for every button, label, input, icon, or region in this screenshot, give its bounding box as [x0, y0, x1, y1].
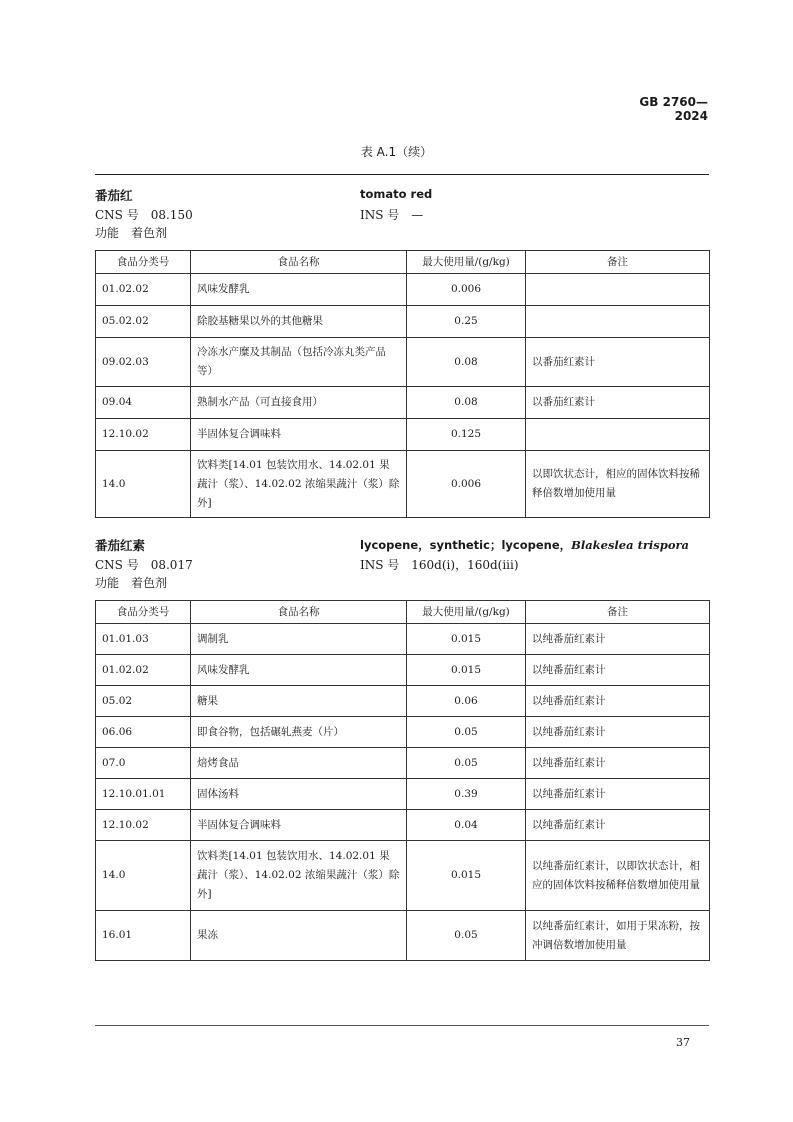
cell-food: 半固体复合调味料 — [191, 419, 407, 451]
cell-category: 06.06 — [96, 717, 191, 748]
additive-en-name: tomato red — [360, 187, 433, 201]
cell-note: 以纯番茄红素计，以即饮状态计，相应的固体饮料按稀释倍数增加使用量 — [526, 841, 710, 911]
table-caption: 表 A.1（续） — [360, 145, 433, 159]
table-row — [96, 306, 710, 338]
col-header-food: 食品名称 — [191, 601, 407, 624]
function: 功能 着色剂 — [95, 576, 168, 590]
cell-max: 0.015 — [407, 624, 526, 655]
cell-max: 0.39 — [407, 779, 526, 810]
table-row — [96, 748, 710, 779]
ins-number: INS 号 — — [360, 208, 424, 222]
cell-note — [526, 419, 710, 451]
col-header-max: 最大使用量/(g/kg) — [407, 601, 526, 624]
cell-category: 12.10.02 — [96, 419, 191, 451]
table-row — [96, 274, 710, 306]
cell-category: 05.02.02 — [96, 306, 191, 338]
cell-max: 0.08 — [407, 338, 526, 387]
cell-food: 饮料类[14.01 包装饮用水、14.02.01 果蔬汁（浆）、14.02.02 浓缩果蔬汁（浆）除外] — [191, 841, 407, 911]
top-rule — [95, 174, 709, 175]
cell-max: 0.015 — [407, 841, 526, 911]
cell-note — [526, 306, 710, 338]
table-row — [96, 338, 710, 387]
cell-note: 以纯番茄红素计 — [526, 717, 710, 748]
cell-category: 05.02 — [96, 686, 191, 717]
cell-food: 固体汤料 — [191, 779, 407, 810]
table-row — [96, 810, 710, 841]
usage-table-tomato-red — [95, 250, 710, 518]
cell-category: 16.01 — [96, 911, 191, 961]
additive-en-name: lycopene，synthetic；lycopene，Blakeslea trispora — [360, 538, 689, 552]
cell-food: 半固体复合调味料 — [191, 810, 407, 841]
cell-note: 以纯番茄红素计 — [526, 686, 710, 717]
cell-category: 09.02.03 — [96, 338, 191, 387]
cell-max: 0.05 — [407, 748, 526, 779]
cell-note: 以纯番茄红素计 — [526, 779, 710, 810]
cell-note: 以番茄红素计 — [526, 387, 710, 419]
cell-category: 01.02.02 — [96, 274, 191, 306]
cell-max: 0.05 — [407, 911, 526, 961]
cell-note: 以纯番茄红素计 — [526, 810, 710, 841]
cell-food: 风味发酵乳 — [191, 655, 407, 686]
cell-note: 以即饮状态计，相应的固体饮料按稀释倍数增加使用量 — [526, 451, 710, 518]
cell-note — [526, 274, 710, 306]
cell-food: 饮料类[14.01 包装饮用水、14.02.01 果蔬汁（浆）、14.02.02 浓缩果蔬汁（浆）除外] — [191, 451, 407, 518]
cell-category: 12.10.02 — [96, 810, 191, 841]
ins-number: INS 号 160d(i)，160d(iii) — [360, 558, 519, 572]
cell-category: 01.02.02 — [96, 655, 191, 686]
cell-max: 0.06 — [407, 686, 526, 717]
table-header-row — [96, 601, 710, 624]
cell-food: 糖果 — [191, 686, 407, 717]
cell-max: 0.006 — [407, 451, 526, 518]
cell-food: 除胶基糖果以外的其他糖果 — [191, 306, 407, 338]
usage-table-lycopene — [95, 600, 710, 961]
cell-category: 12.10.01.01 — [96, 779, 191, 810]
cell-note: 以纯番茄红素计 — [526, 624, 710, 655]
table-row — [96, 686, 710, 717]
cell-category: 14.0 — [96, 841, 191, 911]
table-row — [96, 841, 710, 911]
table-row — [96, 655, 710, 686]
col-header-note: 备注 — [526, 251, 710, 274]
cell-max: 0.05 — [407, 717, 526, 748]
section-lycopene — [95, 536, 709, 592]
cell-note: 以纯番茄红素计 — [526, 655, 710, 686]
section-tomato-red — [95, 186, 709, 242]
cell-max: 0.25 — [407, 306, 526, 338]
cns-number: CNS 号 08.017 — [95, 558, 193, 572]
cell-food: 焙烤食品 — [191, 748, 407, 779]
cell-category: 01.01.03 — [96, 624, 191, 655]
table-row — [96, 911, 710, 961]
cell-note: 以纯番茄红素计 — [526, 748, 710, 779]
table-row — [96, 387, 710, 419]
cell-food: 熟制水产品（可直接食用） — [191, 387, 407, 419]
col-header-food: 食品名称 — [191, 251, 407, 274]
cell-category: 14.0 — [96, 451, 191, 518]
cns-number: CNS 号 08.150 — [95, 208, 193, 222]
cell-food: 风味发酵乳 — [191, 274, 407, 306]
cell-max: 0.08 — [407, 387, 526, 419]
cell-food: 调制乳 — [191, 624, 407, 655]
cell-category: 09.04 — [96, 387, 191, 419]
standard-code: GB 2760—2024 — [639, 95, 708, 123]
table-row — [96, 624, 710, 655]
cell-note: 以纯番茄红素计，如用于果冻粉，按冲调倍数增加使用量 — [526, 911, 710, 961]
footer-rule — [95, 1025, 709, 1026]
cell-note: 以番茄红素计 — [526, 338, 710, 387]
table-row — [96, 451, 710, 518]
cell-category: 07.0 — [96, 748, 191, 779]
cell-max: 0.04 — [407, 810, 526, 841]
function: 功能 着色剂 — [95, 226, 168, 240]
cell-food: 果冻 — [191, 911, 407, 961]
col-header-category: 食品分类号 — [96, 251, 191, 274]
cell-max: 0.125 — [407, 419, 526, 451]
col-header-max: 最大使用量/(g/kg) — [407, 251, 526, 274]
table-row — [96, 717, 710, 748]
table-header-row — [96, 251, 710, 274]
page-number: 37 — [676, 1036, 690, 1049]
additive-cn-name: 番茄红素 — [95, 538, 146, 553]
cell-food: 冷冻水产糜及其制品（包括冷冻丸类产品等） — [191, 338, 407, 387]
cell-max: 0.006 — [407, 274, 526, 306]
table-row — [96, 779, 710, 810]
col-header-note: 备注 — [526, 601, 710, 624]
col-header-category: 食品分类号 — [96, 601, 191, 624]
additive-cn-name: 番茄红 — [95, 188, 133, 203]
table-row — [96, 419, 710, 451]
cell-max: 0.015 — [407, 655, 526, 686]
cell-food: 即食谷物，包括碾轧燕麦（片） — [191, 717, 407, 748]
